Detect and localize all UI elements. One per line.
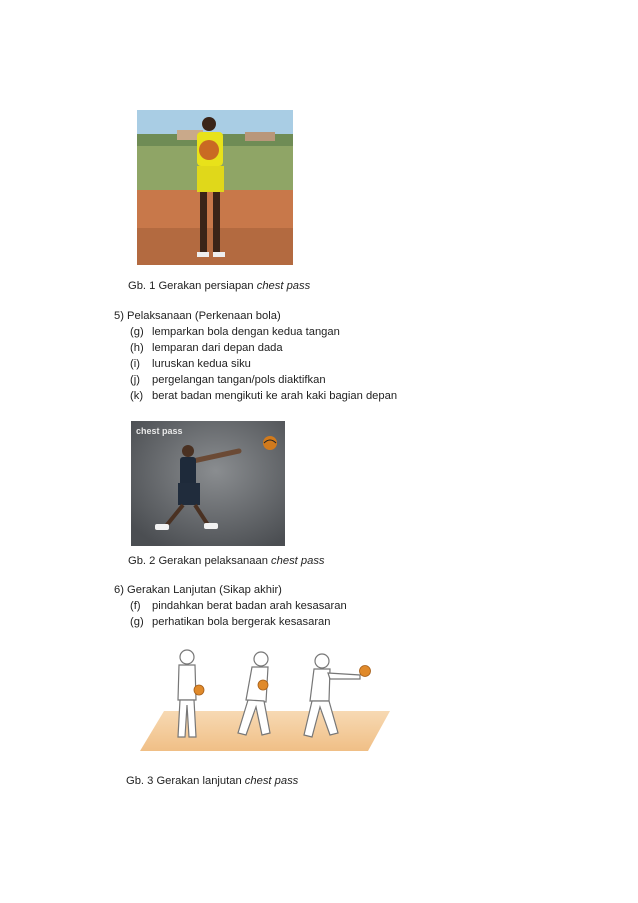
figure-3-illustration — [134, 645, 392, 753]
list-marker: (j) — [130, 374, 140, 386]
caption-italic: chest pass — [256, 280, 311, 292]
figure-3-caption — [126, 774, 298, 788]
figure-1-photo — [137, 110, 293, 265]
list-marker: (k) — [130, 390, 144, 402]
list-text: lemparkan bola dengan kedua tangan — [152, 326, 340, 338]
list-item — [130, 357, 140, 371]
section-6-heading: 6) Gerakan Lanjutan (Sikap akhir) — [114, 584, 282, 596]
list-item — [130, 615, 144, 629]
caption-italic: chest pass — [271, 555, 325, 567]
list-marker: (h) — [130, 342, 144, 354]
figure-2-caption — [128, 554, 325, 568]
list-item — [130, 341, 144, 355]
list-text: perhatikan bola bergerak kesasaran — [152, 616, 331, 628]
list-marker: (g) — [130, 616, 144, 628]
figure-1-caption — [128, 279, 310, 293]
caption-prefix: Gb. 3 Gerakan lanjutan — [126, 775, 245, 787]
list-marker: (f) — [130, 600, 141, 612]
caption-prefix: Gb. 2 Gerakan pelaksanaan — [128, 555, 272, 567]
list-item — [130, 325, 144, 339]
caption-italic: chest pass — [244, 775, 299, 787]
figure-2-label: chest pass — [136, 426, 183, 436]
caption-prefix: Gb. 1 Gerakan persiapan — [128, 280, 257, 292]
list-marker: (g) — [130, 326, 144, 338]
list-text: lemparan dari depan dada — [152, 342, 283, 354]
list-item — [130, 389, 143, 403]
list-text: berat badan mengikuti ke arah kaki bagian depan — [152, 390, 398, 402]
list-text: pindahkan berat badan arah kesasaran — [152, 600, 347, 612]
list-text: luruskan kedua siku — [152, 358, 251, 370]
section-5-heading: 5) Pelaksanaan (Perkenaan bola) — [114, 310, 281, 322]
list-text: pergelangan tangan/pols diaktifkan — [152, 374, 326, 386]
list-marker: (i) — [130, 358, 140, 370]
list-item — [130, 373, 140, 387]
figure-2-photo — [131, 421, 285, 546]
list-item — [130, 599, 141, 613]
